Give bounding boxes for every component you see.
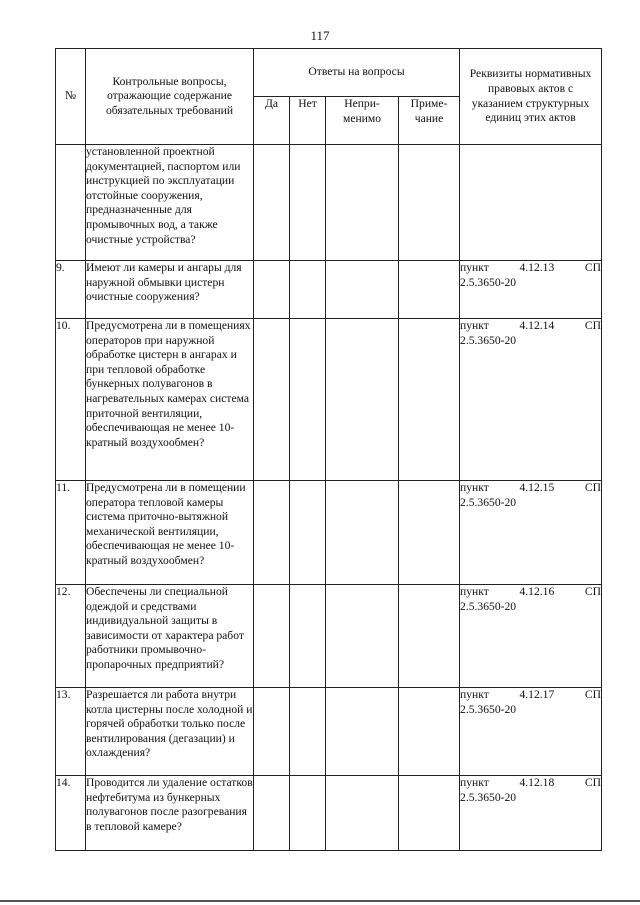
- row-requisites: [460, 585, 602, 688]
- answer-yes-cell[interactable]: [254, 688, 290, 776]
- ref-clause: 4.12.16: [519, 585, 555, 598]
- row-number: [56, 145, 86, 261]
- row-number: 14.: [56, 776, 86, 851]
- table-row: [56, 585, 602, 688]
- answer-no-cell[interactable]: [290, 688, 326, 776]
- ref-doc: 2.5.3650-20: [460, 275, 517, 289]
- table-row: [56, 145, 602, 261]
- ref-clause: 4.12.13: [519, 261, 555, 274]
- row-number: 11.: [56, 481, 86, 585]
- row-requisites: [460, 481, 602, 585]
- header-num: №: [56, 49, 86, 145]
- answer-note-cell[interactable]: [399, 481, 460, 585]
- ref-act: СП: [584, 261, 602, 274]
- ref-act: СП: [584, 776, 602, 789]
- answer-note-cell[interactable]: [399, 261, 460, 319]
- answer-yes-cell[interactable]: [254, 145, 290, 261]
- ref-doc: 2.5.3650-20: [460, 495, 517, 509]
- row-number: 10.: [56, 319, 86, 481]
- answer-yes-cell[interactable]: [254, 481, 290, 585]
- row-requisites: [460, 261, 602, 319]
- ref-word: пункт: [460, 688, 489, 701]
- ref-act: СП: [584, 688, 602, 701]
- row-number: 13.: [56, 688, 86, 776]
- page-number: 117: [310, 28, 330, 43]
- table-row: [56, 261, 602, 319]
- header-answers-group: Ответы на вопросы: [254, 49, 460, 97]
- answer-not-applicable-cell[interactable]: [326, 261, 399, 319]
- row-question: Предусмотрена ли в помещении оператора тепловой камеры система приточно-вытяжной механической вентиляции, обеспечивающая не менее 10-кратный воздухообмен?: [86, 481, 254, 585]
- answer-yes-cell[interactable]: [254, 585, 290, 688]
- row-question: установленной проектной документацией, паспортом или инструкцией по эксплуатации отстойные сооружения, предназначенные для промывочных вод, а также очистные устройства?: [86, 145, 254, 261]
- answer-not-applicable-cell[interactable]: [326, 319, 399, 481]
- header-no: Нет: [290, 97, 326, 145]
- row-requisites: [460, 688, 602, 776]
- ref-clause: 4.12.14: [519, 319, 555, 332]
- ref-act: СП: [584, 319, 602, 332]
- answer-note-cell[interactable]: [399, 688, 460, 776]
- answer-note-cell[interactable]: [399, 319, 460, 481]
- answer-yes-cell[interactable]: [254, 261, 290, 319]
- row-question: Предусмотрена ли в помещениях операторов при наружной обработке цистерн в ангарах и при тепловой обработке бункерных полувагонов в нагревательных камерах система приточной вентиляции, обеспечивающая не менее 10-кратный воздухообмен?: [86, 319, 254, 481]
- ref-clause: 4.12.18: [519, 776, 555, 789]
- ref-word: пункт: [460, 585, 489, 598]
- ref-act: СП: [584, 481, 602, 494]
- answer-no-cell[interactable]: [290, 145, 326, 261]
- ref-word: пункт: [460, 481, 489, 494]
- answer-note-cell[interactable]: [399, 585, 460, 688]
- scan-bottom-edge: [0, 900, 640, 902]
- row-question: Имеют ли камеры и ангары для наружной обмывки цистерн очистные сооружения?: [86, 261, 254, 319]
- header-not-applicable: Непри- менимо: [326, 97, 399, 145]
- answer-not-applicable-cell[interactable]: [326, 776, 399, 851]
- row-number: 9.: [56, 261, 86, 319]
- ref-doc: 2.5.3650-20: [460, 333, 517, 347]
- answer-no-cell[interactable]: [290, 776, 326, 851]
- answer-yes-cell[interactable]: [254, 776, 290, 851]
- ref-word: пункт: [460, 776, 489, 789]
- answer-note-cell[interactable]: [399, 776, 460, 851]
- answer-no-cell[interactable]: [290, 481, 326, 585]
- answer-no-cell[interactable]: [290, 319, 326, 481]
- ref-clause: 4.12.17: [519, 688, 555, 701]
- header-yes: Да: [254, 97, 290, 145]
- ref-doc: 2.5.3650-20: [460, 790, 517, 804]
- answer-no-cell[interactable]: [290, 585, 326, 688]
- row-requisites: [460, 145, 602, 261]
- ref-doc: 2.5.3650-20: [460, 599, 517, 613]
- table-row: [56, 776, 602, 851]
- answer-not-applicable-cell[interactable]: [326, 481, 399, 585]
- answer-no-cell[interactable]: [290, 261, 326, 319]
- table-row: [56, 319, 602, 481]
- header-question: Контрольные вопросы, отражающие содержание обязательных требований: [86, 49, 254, 145]
- table-row: [56, 688, 602, 776]
- requirements-checklist-table: [55, 48, 602, 851]
- answer-not-applicable-cell[interactable]: [326, 145, 399, 261]
- ref-word: пункт: [460, 319, 489, 332]
- header-note: Приме- чание: [399, 97, 460, 145]
- answer-note-cell[interactable]: [399, 145, 460, 261]
- answer-yes-cell[interactable]: [254, 319, 290, 481]
- row-question: Разрешается ли работа внутри котла цистерны после холодной и горячей обработки только после вентилирования (дегазации) и охлаждения?: [86, 688, 254, 776]
- ref-word: пункт: [460, 261, 489, 274]
- ref-doc: 2.5.3650-20: [460, 702, 517, 716]
- row-requisites: [460, 319, 602, 481]
- ref-clause: 4.12.15: [519, 481, 555, 494]
- header-requisites: Реквизиты нормативных правовых актов с указанием структурных единиц этих актов: [460, 49, 602, 145]
- row-question: Обеспечены ли специальной одеждой и средствами индивидуальной защиты в зависимости от характера работ работники промывочно-пропарочных предприятий?: [86, 585, 254, 688]
- ref-act: СП: [584, 585, 602, 598]
- table-row: [56, 481, 602, 585]
- answer-not-applicable-cell[interactable]: [326, 585, 399, 688]
- row-number: 12.: [56, 585, 86, 688]
- row-question: Проводится ли удаление остатков нефтебитума из бункерных полувагонов после разогревания в тепловой камере?: [86, 776, 254, 851]
- row-requisites: [460, 776, 602, 851]
- answer-not-applicable-cell[interactable]: [326, 688, 399, 776]
